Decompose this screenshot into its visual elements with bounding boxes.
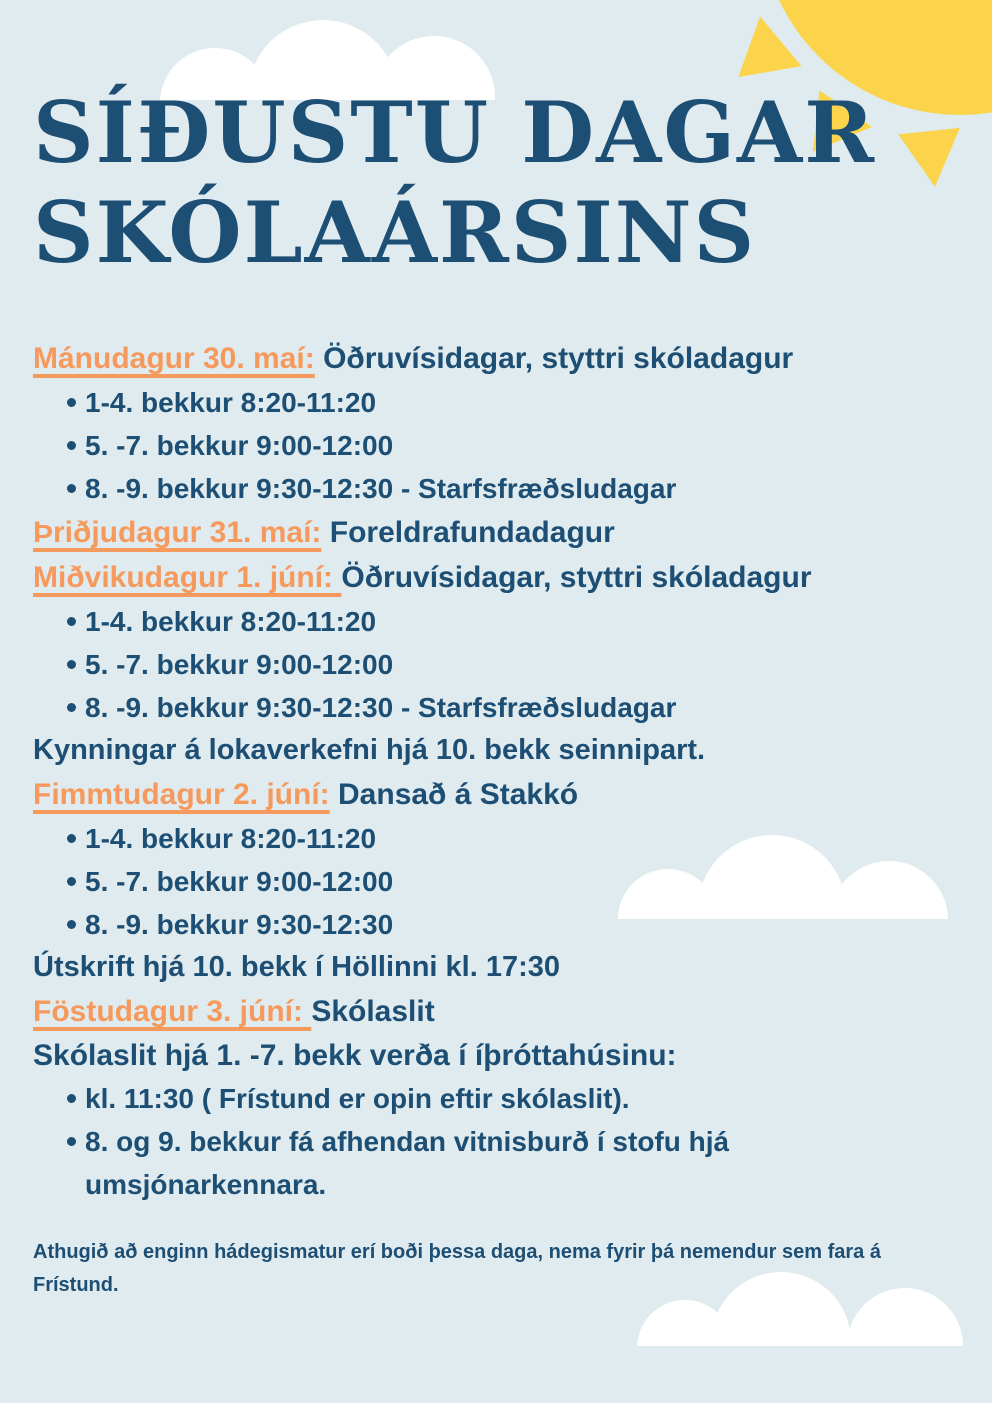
sun-ray-up-icon xyxy=(729,11,802,77)
section-wednesday-event: Öðruvísidagar, styttri skóladagur xyxy=(341,561,812,594)
footer-note xyxy=(33,1236,968,1302)
section-wednesday-date: Miðvikudagur 1. júní: xyxy=(33,561,342,594)
section-thursday-date: Fimmtudagur 2. júní: xyxy=(33,778,330,811)
page-title-line2: SKÓLAÁRSINS xyxy=(33,183,757,282)
section-monday-bullets xyxy=(33,381,968,510)
list-item: 1-4. bekkur 8:20-11:20 xyxy=(85,600,968,643)
section-friday-subheading: Skólaslit hjá 1. -7. bekk verða í íþróttahúsinu: xyxy=(33,1039,677,1072)
section-thursday-bullets xyxy=(33,817,968,946)
list-item: kl. 11:30 ( Frístund er opin eftir skólaslit). xyxy=(85,1077,968,1120)
section-friday-date: Föstudagur 3. júní: xyxy=(33,995,312,1028)
list-item: 5. -7. bekkur 9:00-12:00 xyxy=(85,860,968,903)
section-tuesday-date: Þriðjudagur 31. maí: xyxy=(33,516,322,549)
section-friday-heading xyxy=(33,989,968,1034)
section-friday-bullets xyxy=(33,1077,968,1206)
list-item: 8. -9. bekkur 9:30-12:30 - Starfsfræðsludagar xyxy=(85,467,968,510)
page-title xyxy=(33,83,876,283)
section-wednesday-extra: Kynningar á lokaverkefni hjá 10. bekk seinnipart. xyxy=(33,734,706,766)
footer-note-line2: Frístund. xyxy=(33,1274,119,1296)
section-tuesday-heading xyxy=(33,510,968,555)
footer-note-line1: Athugið að enginn hádegismatur erí boði þessa daga, nema fyrir þá nemendur sem fara á xyxy=(33,1241,881,1263)
section-wednesday-bullets xyxy=(33,600,968,729)
list-item: 1-4. bekkur 8:20-11:20 xyxy=(85,817,968,860)
schedule xyxy=(33,336,968,1302)
section-thursday-heading xyxy=(33,772,968,817)
section-thursday-event: Dansað á Stakkó xyxy=(338,778,579,811)
section-monday-event: Öðruvísidagar, styttri skóladagur xyxy=(323,342,794,375)
list-item: 8. -9. bekkur 9:30-12:30 xyxy=(85,903,968,946)
section-wednesday-heading xyxy=(33,555,968,600)
list-item: 5. -7. bekkur 9:00-12:00 xyxy=(85,643,968,686)
section-thursday-extra: Útskrift hjá 10. bekk í Höllinni kl. 17:30 xyxy=(33,951,561,983)
section-monday-heading xyxy=(33,336,968,381)
list-item: 5. -7. bekkur 9:00-12:00 xyxy=(85,424,968,467)
list-item: 8. og 9. bekkur fá afhendan vitnisburð í stofu hjá umsjónarkennara. xyxy=(85,1120,968,1206)
list-item: 1-4. bekkur 8:20-11:20 xyxy=(85,381,968,424)
section-tuesday-event: Foreldrafundadagur xyxy=(329,516,615,549)
section-monday-date: Mánudagur 30. maí: xyxy=(33,342,315,375)
page-title-line1: SÍÐUSTU DAGAR xyxy=(33,83,877,182)
sun-ray-down-icon xyxy=(898,128,966,190)
section-friday-event: Skólaslit xyxy=(311,995,435,1028)
list-item: 8. -9. bekkur 9:30-12:30 - Starfsfræðsludagar xyxy=(85,686,968,729)
